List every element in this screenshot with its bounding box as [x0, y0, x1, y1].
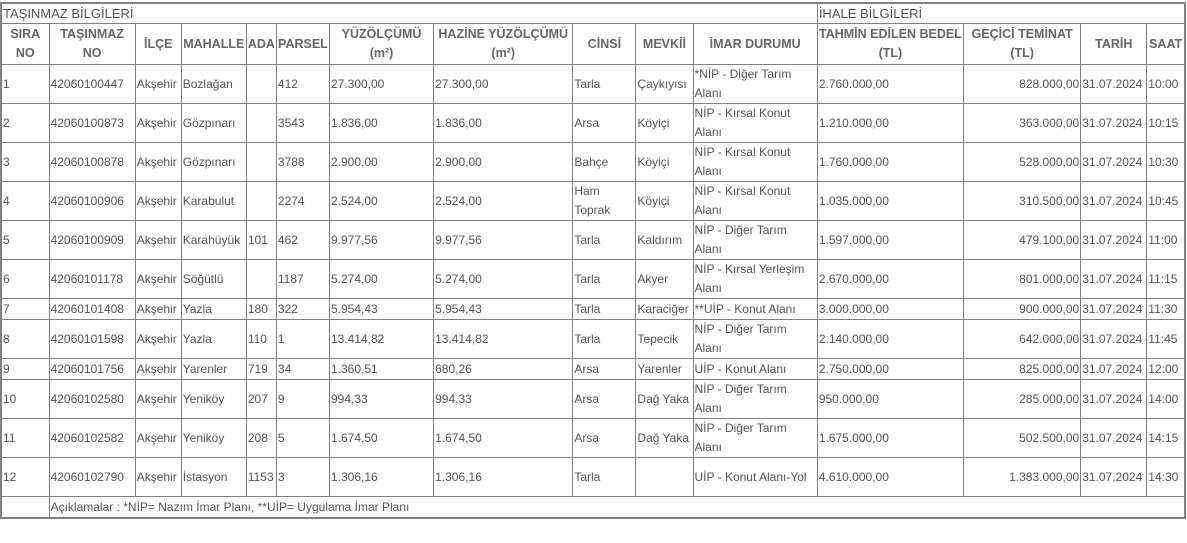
- cell-mahalle: Karabulut: [181, 182, 246, 221]
- cell-ada: [246, 104, 276, 143]
- cell-tarih: 31.07.2024: [1081, 419, 1147, 458]
- cell-ada: 719: [246, 359, 276, 380]
- header-sira-no: SIRA NO: [1, 24, 49, 65]
- cell-sira-no: 2: [1, 104, 49, 143]
- cell-mahalle: Gözpınarı: [181, 143, 246, 182]
- cell-sira-no: 11: [1, 419, 49, 458]
- table-row: [1, 359, 1185, 380]
- cell-ada: [246, 260, 276, 299]
- cell-tarih: 31.07.2024: [1081, 182, 1147, 221]
- cell-parsel: 34: [276, 359, 329, 380]
- cell-sira-no: 5: [1, 221, 49, 260]
- cell-ada: 180: [246, 299, 276, 320]
- cell-tahmin-bedel: 2.750.000,00: [817, 359, 963, 380]
- cell-parsel: 412: [276, 65, 329, 104]
- table-row: [1, 299, 1185, 320]
- table-row: [1, 65, 1185, 104]
- cell-saat: 14:15: [1147, 419, 1185, 458]
- cell-tasinmaz-no: 42060101756: [49, 359, 135, 380]
- cell-imar-durumu: NİP - Diğer Tarım Alanı: [693, 221, 817, 260]
- cell-ada: [246, 182, 276, 221]
- cell-tasinmaz-no: 42060100878: [49, 143, 135, 182]
- cell-cinsi: Tarla: [573, 458, 636, 497]
- cell-hazine-yuzolcumu: 994,33: [434, 380, 573, 419]
- footnote-spacer: [1, 497, 49, 519]
- cell-mevkii: [636, 458, 693, 497]
- cell-hazine-yuzolcumu: 2.524,00: [434, 182, 573, 221]
- cell-cinsi: Ham Toprak: [573, 182, 636, 221]
- cell-ilce: Akşehir: [135, 65, 181, 104]
- cell-ilce: Akşehir: [135, 260, 181, 299]
- cell-mevkii: Dağ Yaka: [636, 419, 693, 458]
- cell-saat: 12:00: [1147, 359, 1185, 380]
- cell-tahmin-bedel: 950.000,00: [817, 380, 963, 419]
- cell-imar-durumu: NİP - Diğer Tarım Alanı: [693, 419, 817, 458]
- cell-gecici-teminat: 825.000,00: [964, 359, 1081, 380]
- table-row: [1, 419, 1185, 458]
- cell-parsel: 9: [276, 380, 329, 419]
- cell-yuzolcumu: 1.306,16: [329, 458, 433, 497]
- cell-mahalle: Söğütlü: [181, 260, 246, 299]
- cell-sira-no: 3: [1, 143, 49, 182]
- cell-ilce: Akşehir: [135, 359, 181, 380]
- cell-imar-durumu: UİP - Konut Alanı-Yol: [693, 458, 817, 497]
- table-row: [1, 221, 1185, 260]
- footnote: Açıklamalar : *NİP= Nazım İmar Planı, **UİP= Uygulama İmar Planı: [49, 497, 1185, 519]
- cell-imar-durumu: NİP - Kırsal Konut Alanı: [693, 143, 817, 182]
- cell-tahmin-bedel: 2.760.000,00: [817, 65, 963, 104]
- cell-mevkii: Yarenler: [636, 359, 693, 380]
- cell-imar-durumu: NİP - Diğer Tarım Alanı: [693, 380, 817, 419]
- cell-parsel: 462: [276, 221, 329, 260]
- cell-mahalle: Yazla: [181, 299, 246, 320]
- cell-cinsi: Tarla: [573, 65, 636, 104]
- cell-parsel: 1: [276, 320, 329, 359]
- cell-hazine-yuzolcumu: 5.954,43: [434, 299, 573, 320]
- header-cinsi: CİNSİ: [573, 24, 636, 65]
- cell-ada: 1153: [246, 458, 276, 497]
- header-tahmin-bedel: TAHMİN EDİLEN BEDEL (TL): [817, 24, 963, 65]
- cell-parsel: 1187: [276, 260, 329, 299]
- cell-mevkii: Köyiçi: [636, 143, 693, 182]
- table-row: [1, 260, 1185, 299]
- ihale-table: [0, 2, 1186, 519]
- cell-ilce: Akşehir: [135, 182, 181, 221]
- cell-tarih: 31.07.2024: [1081, 359, 1147, 380]
- cell-mevkii: Çaykıyısı: [636, 65, 693, 104]
- header-mevkii: MEVKİİ: [636, 24, 693, 65]
- cell-tahmin-bedel: 1.597.000,00: [817, 221, 963, 260]
- cell-hazine-yuzolcumu: 680,26: [434, 359, 573, 380]
- cell-tarih: 31.07.2024: [1081, 380, 1147, 419]
- table-row: [1, 182, 1185, 221]
- cell-cinsi: Tarla: [573, 260, 636, 299]
- cell-mevkii: Köyiçi: [636, 182, 693, 221]
- cell-ada: 207: [246, 380, 276, 419]
- header-gecici-teminat: GEÇİCİ TEMİNAT (TL): [964, 24, 1081, 65]
- cell-ada: 110: [246, 320, 276, 359]
- cell-gecici-teminat: 285.000,00: [964, 380, 1081, 419]
- cell-saat: 10:00: [1147, 65, 1185, 104]
- cell-gecici-teminat: 479.100,00: [964, 221, 1081, 260]
- cell-yuzolcumu: 5.954,43: [329, 299, 433, 320]
- cell-tasinmaz-no: 42060101408: [49, 299, 135, 320]
- cell-mevkii: Akyer: [636, 260, 693, 299]
- cell-sira-no: 4: [1, 182, 49, 221]
- cell-tarih: 31.07.2024: [1081, 104, 1147, 143]
- cell-mevkii: Dağ Yaka: [636, 380, 693, 419]
- cell-sira-no: 8: [1, 320, 49, 359]
- cell-cinsi: Arsa: [573, 359, 636, 380]
- cell-sira-no: 1: [1, 65, 49, 104]
- cell-ada: [246, 143, 276, 182]
- header-imar-durumu: İMAR DURUMU: [693, 24, 817, 65]
- cell-saat: 14:30: [1147, 458, 1185, 497]
- cell-hazine-yuzolcumu: 5.274,00: [434, 260, 573, 299]
- cell-imar-durumu: **UİP - Konut Alanı: [693, 299, 817, 320]
- cell-ilce: Akşehir: [135, 143, 181, 182]
- cell-mahalle: Yazla: [181, 320, 246, 359]
- cell-tahmin-bedel: 4.610.000,00: [817, 458, 963, 497]
- header-hazine-yuzolcumu: HAZİNE YÜZÖLÇÜMÜ (m²): [434, 24, 573, 65]
- cell-gecici-teminat: 900.000,00: [964, 299, 1081, 320]
- cell-sira-no: 10: [1, 380, 49, 419]
- cell-ilce: Akşehir: [135, 299, 181, 320]
- cell-gecici-teminat: 528.000,00: [964, 143, 1081, 182]
- cell-tasinmaz-no: 42060100447: [49, 65, 135, 104]
- cell-mevkii: Karaciğer: [636, 299, 693, 320]
- cell-hazine-yuzolcumu: 1.306,16: [434, 458, 573, 497]
- cell-gecici-teminat: 363.000,00: [964, 104, 1081, 143]
- cell-tahmin-bedel: 2.670.000,00: [817, 260, 963, 299]
- cell-yuzolcumu: 1.674,50: [329, 419, 433, 458]
- cell-cinsi: Bahçe: [573, 143, 636, 182]
- cell-imar-durumu: NİP - Kırsal Konut Alanı: [693, 182, 817, 221]
- cell-cinsi: Tarla: [573, 221, 636, 260]
- cell-cinsi: Arsa: [573, 380, 636, 419]
- cell-tahmin-bedel: 1.035.000,00: [817, 182, 963, 221]
- cell-imar-durumu: *NİP - Diğer Tarım Alanı: [693, 65, 817, 104]
- cell-yuzolcumu: 13.414,82: [329, 320, 433, 359]
- cell-parsel: 3788: [276, 143, 329, 182]
- cell-mahalle: Yarenler: [181, 359, 246, 380]
- table-row: [1, 104, 1185, 143]
- cell-saat: 10:45: [1147, 182, 1185, 221]
- cell-hazine-yuzolcumu: 1.674,50: [434, 419, 573, 458]
- cell-gecici-teminat: 642.000,00: [964, 320, 1081, 359]
- cell-gecici-teminat: 828.000,00: [964, 65, 1081, 104]
- cell-parsel: 3543: [276, 104, 329, 143]
- header-parsel: PARSEL: [276, 24, 329, 65]
- cell-yuzolcumu: 2.900,00: [329, 143, 433, 182]
- cell-gecici-teminat: 502.500,00: [964, 419, 1081, 458]
- cell-mahalle: Yeniköy: [181, 419, 246, 458]
- cell-tasinmaz-no: 42060102790: [49, 458, 135, 497]
- cell-cinsi: Arsa: [573, 419, 636, 458]
- group-tasinmaz-bilgileri: TAŞINMAZ BİLGİLERİ: [1, 3, 817, 24]
- cell-tasinmaz-no: 42060101178: [49, 260, 135, 299]
- cell-saat: 10:30: [1147, 143, 1185, 182]
- cell-imar-durumu: NİP - Kırsal Yerleşim Alanı: [693, 260, 817, 299]
- cell-imar-durumu: NİP - Kırsal Konut Alanı: [693, 104, 817, 143]
- cell-hazine-yuzolcumu: 1.836,00: [434, 104, 573, 143]
- cell-parsel: 322: [276, 299, 329, 320]
- cell-tarih: 31.07.2024: [1081, 320, 1147, 359]
- cell-gecici-teminat: 801.000,00: [964, 260, 1081, 299]
- table-row: [1, 143, 1185, 182]
- cell-hazine-yuzolcumu: 2.900,00: [434, 143, 573, 182]
- header-tasinmaz-no: TAŞINMAZ NO: [49, 24, 135, 65]
- cell-tarih: 31.07.2024: [1081, 260, 1147, 299]
- cell-ilce: Akşehir: [135, 221, 181, 260]
- cell-mahalle: Bozlağan: [181, 65, 246, 104]
- header-mahalle: MAHALLE: [181, 24, 246, 65]
- cell-saat: 11:30: [1147, 299, 1185, 320]
- cell-ilce: Akşehir: [135, 419, 181, 458]
- cell-cinsi: Tarla: [573, 320, 636, 359]
- cell-parsel: 5: [276, 419, 329, 458]
- cell-saat: 10:15: [1147, 104, 1185, 143]
- cell-yuzolcumu: 9.977,56: [329, 221, 433, 260]
- cell-yuzolcumu: 994,33: [329, 380, 433, 419]
- cell-yuzolcumu: 2.524,00: [329, 182, 433, 221]
- cell-tahmin-bedel: 1.675.000,00: [817, 419, 963, 458]
- cell-saat: 11:15: [1147, 260, 1185, 299]
- header-ada: ADA: [246, 24, 276, 65]
- cell-yuzolcumu: 1.360,51: [329, 359, 433, 380]
- cell-yuzolcumu: 1.836,00: [329, 104, 433, 143]
- cell-sira-no: 12: [1, 458, 49, 497]
- cell-cinsi: Tarla: [573, 299, 636, 320]
- cell-tasinmaz-no: 42060100909: [49, 221, 135, 260]
- header-ilce: İLÇE: [135, 24, 181, 65]
- cell-mahalle: Karahüyük: [181, 221, 246, 260]
- cell-ilce: Akşehir: [135, 320, 181, 359]
- cell-cinsi: Arsa: [573, 104, 636, 143]
- cell-sira-no: 7: [1, 299, 49, 320]
- cell-hazine-yuzolcumu: 9.977,56: [434, 221, 573, 260]
- cell-ada: [246, 65, 276, 104]
- cell-ada: 101: [246, 221, 276, 260]
- cell-tasinmaz-no: 42060101598: [49, 320, 135, 359]
- cell-mahalle: Yeniköy: [181, 380, 246, 419]
- table-row: [1, 380, 1185, 419]
- cell-saat: 14:00: [1147, 380, 1185, 419]
- cell-ilce: Akşehir: [135, 380, 181, 419]
- cell-mahalle: Gözpınarı: [181, 104, 246, 143]
- cell-ilce: Akşehir: [135, 458, 181, 497]
- cell-yuzolcumu: 27.300,00: [329, 65, 433, 104]
- cell-sira-no: 9: [1, 359, 49, 380]
- cell-imar-durumu: NİP - Diğer Tarım Alanı: [693, 320, 817, 359]
- cell-hazine-yuzolcumu: 27.300,00: [434, 65, 573, 104]
- cell-mevkii: Kaldırım: [636, 221, 693, 260]
- cell-parsel: 2274: [276, 182, 329, 221]
- cell-tarih: 31.07.2024: [1081, 221, 1147, 260]
- cell-parsel: 3: [276, 458, 329, 497]
- cell-tahmin-bedel: 2.140.000,00: [817, 320, 963, 359]
- header-saat: SAAT: [1147, 24, 1185, 65]
- group-ihale-bilgileri: İHALE BİLGİLERİ: [817, 3, 1185, 24]
- cell-mahalle: İstasyon: [181, 458, 246, 497]
- table-row: [1, 458, 1185, 497]
- cell-hazine-yuzolcumu: 13.414,82: [434, 320, 573, 359]
- cell-sira-no: 6: [1, 260, 49, 299]
- cell-tarih: 31.07.2024: [1081, 65, 1147, 104]
- cell-tarih: 31.07.2024: [1081, 458, 1147, 497]
- cell-gecici-teminat: 310.500,00: [964, 182, 1081, 221]
- header-tarih: TARİH: [1081, 24, 1147, 65]
- cell-yuzolcumu: 5.274,00: [329, 260, 433, 299]
- cell-ilce: Akşehir: [135, 104, 181, 143]
- cell-tasinmaz-no: 42060102580: [49, 380, 135, 419]
- cell-tasinmaz-no: 42060100873: [49, 104, 135, 143]
- cell-imar-durumu: UİP - Konut Alanı: [693, 359, 817, 380]
- cell-saat: 11:00: [1147, 221, 1185, 260]
- cell-tasinmaz-no: 42060100906: [49, 182, 135, 221]
- cell-ada: 208: [246, 419, 276, 458]
- cell-tahmin-bedel: 3.000.000,00: [817, 299, 963, 320]
- cell-tarih: 31.07.2024: [1081, 299, 1147, 320]
- cell-mevkii: Tepecik: [636, 320, 693, 359]
- cell-tarih: 31.07.2024: [1081, 143, 1147, 182]
- cell-saat: 11:45: [1147, 320, 1185, 359]
- cell-tasinmaz-no: 42060102582: [49, 419, 135, 458]
- cell-gecici-teminat: 1.383.000,00: [964, 458, 1081, 497]
- cell-mevkii: Köyiçi: [636, 104, 693, 143]
- cell-tahmin-bedel: 1.760.000,00: [817, 143, 963, 182]
- table-row: [1, 320, 1185, 359]
- header-yuzolcumu: YÜZÖLÇÜMÜ (m²): [329, 24, 433, 65]
- cell-tahmin-bedel: 1.210.000,00: [817, 104, 963, 143]
